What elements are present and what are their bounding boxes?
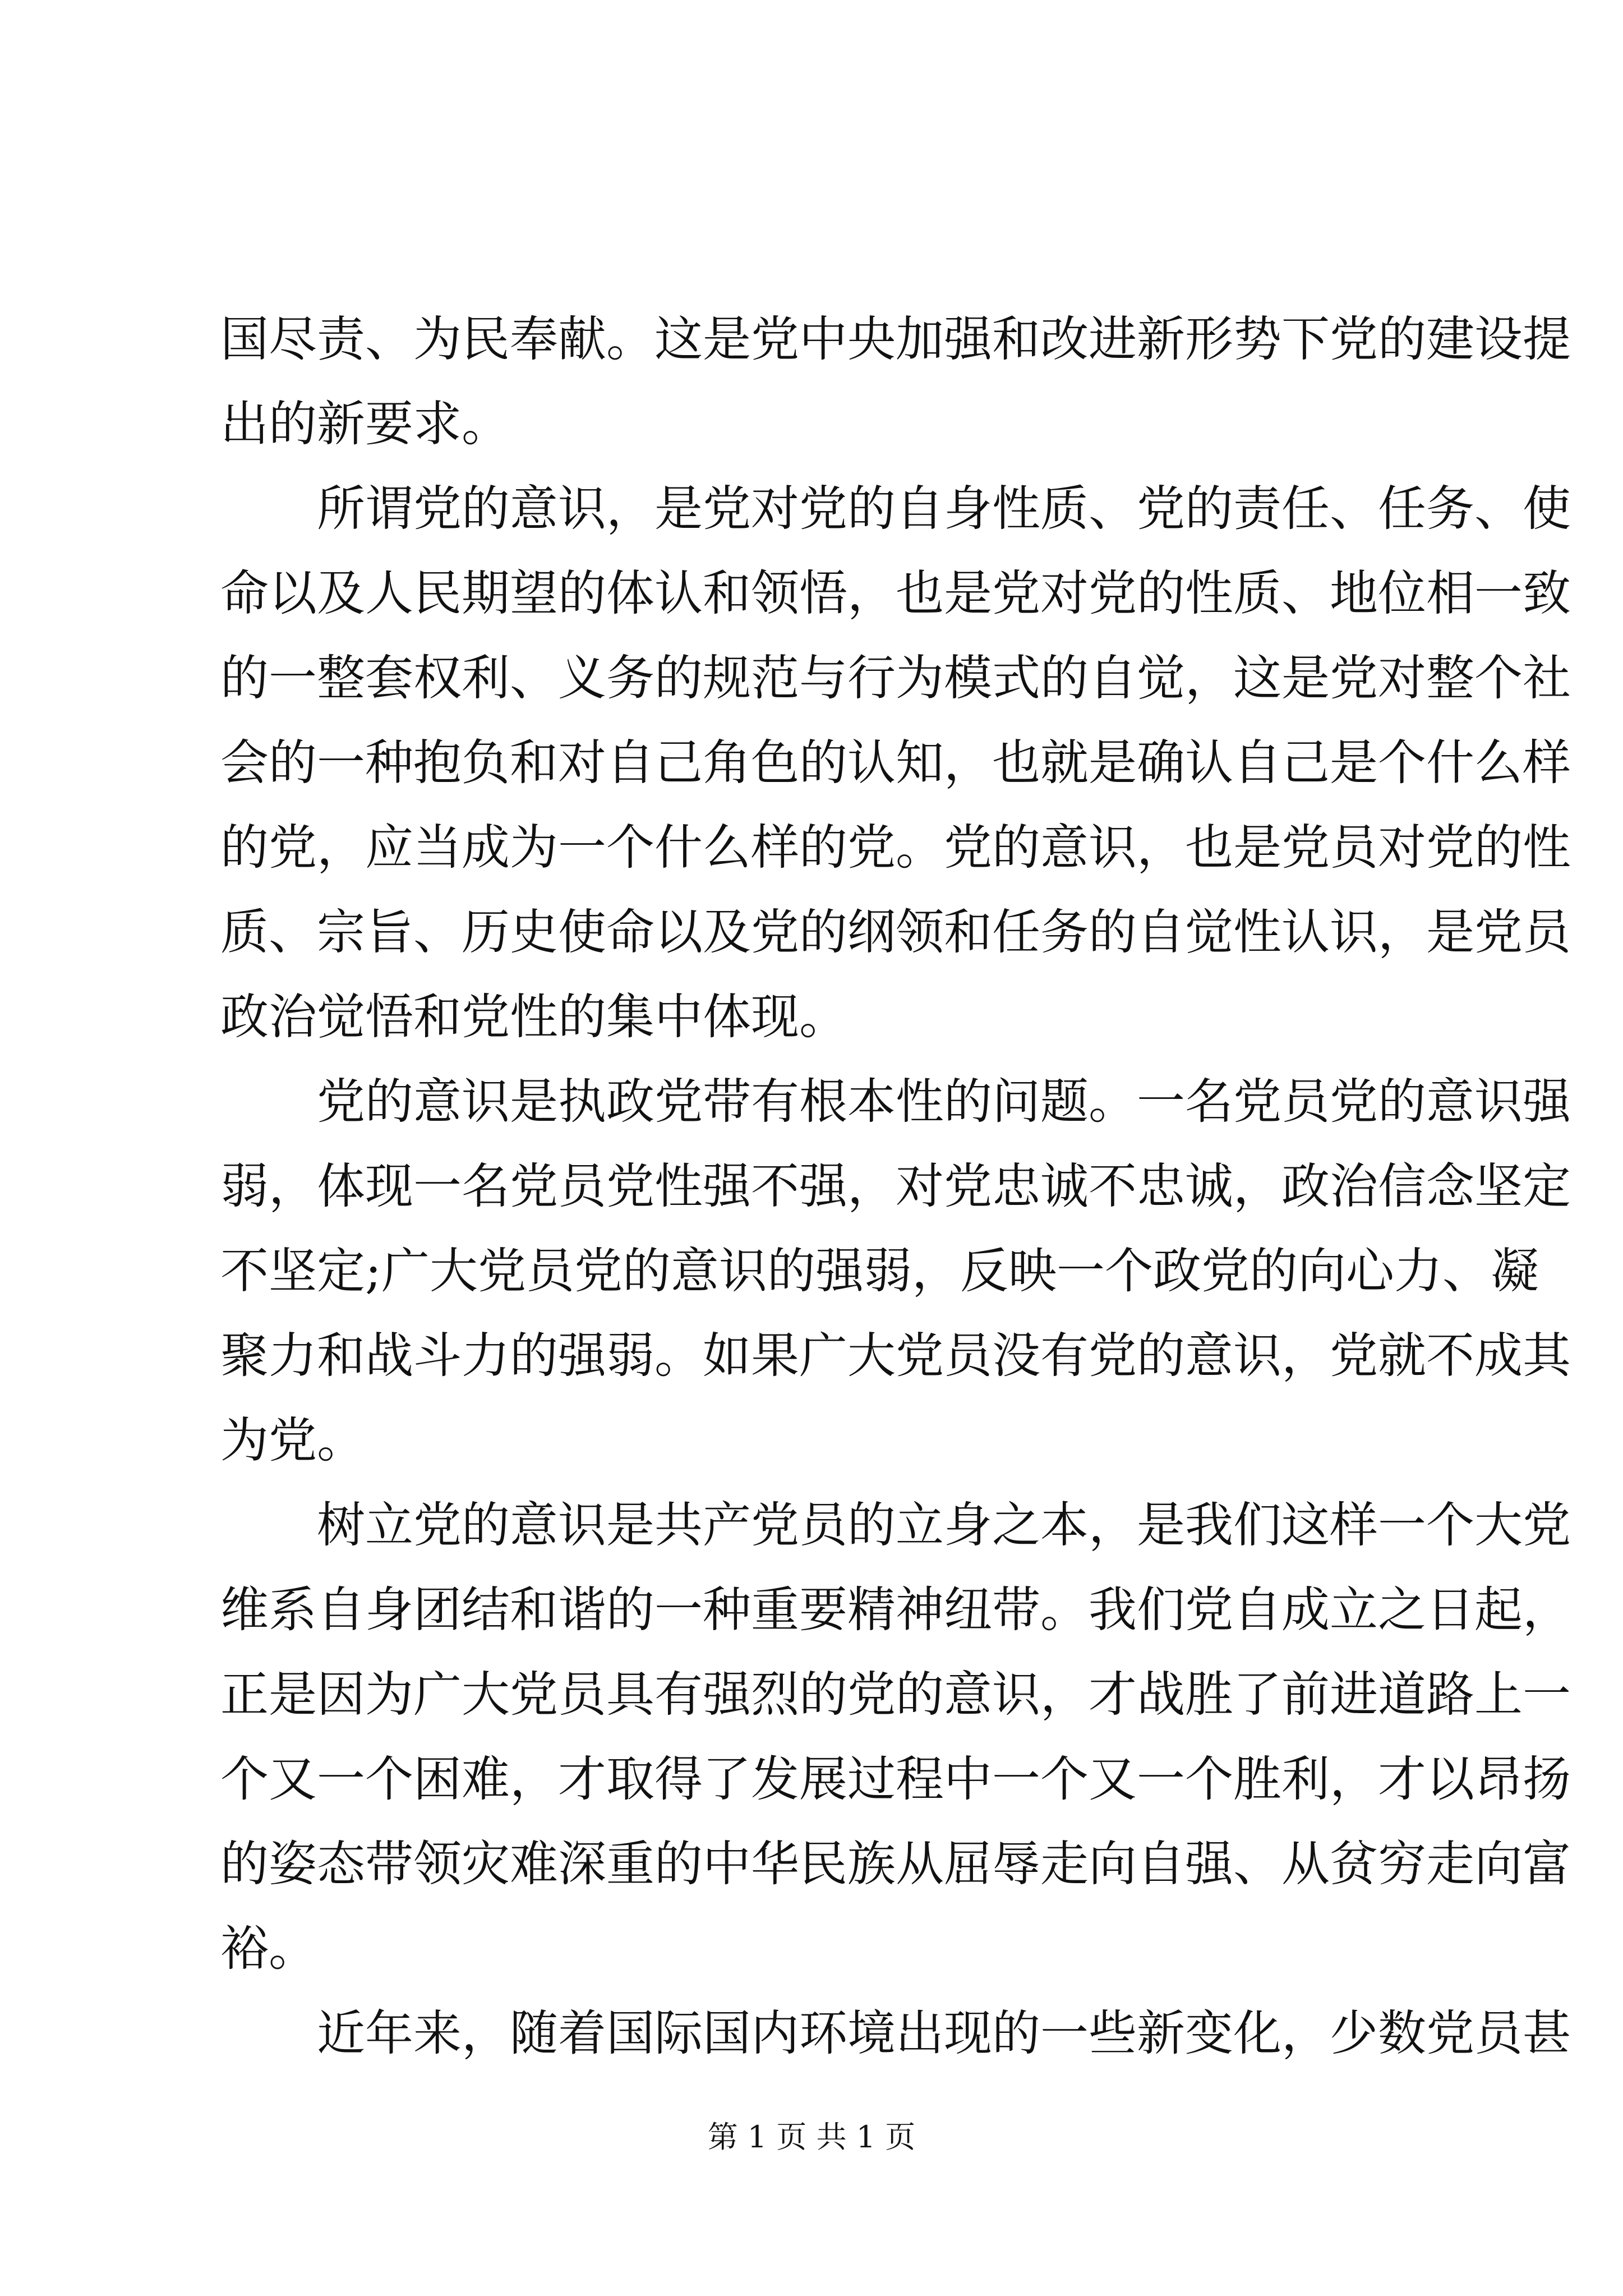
text-line: 政治觉悟和党性的集中体现。	[220, 989, 847, 1045]
text-line: 裕。	[220, 1921, 317, 1977]
text-line: 为党。	[220, 1412, 365, 1469]
text-line: 个又一个困难，才取得了发展过程中一个又一个胜利，才以昂扬	[220, 1751, 1571, 1807]
text-line: 的一整套权利、义务的规范与行为模式的自觉，这是党对整个社	[220, 650, 1571, 706]
text-line: 命以及人民期望的体认和领悟，也是党对党的性质、地位相一致	[220, 565, 1571, 622]
text-line: 党的意识是执政党带有根本性的问题。一名党员党的意识强	[317, 1074, 1571, 1130]
text-line: 维系自身团结和谐的一种重要精神纽带。我们党自成立之日起，	[220, 1582, 1571, 1638]
text-line: 近年来，随着国际国内环境出现的一些新变化，少数党员甚	[317, 2005, 1571, 2062]
text-line: 树立党的意识是共产党员的立身之本，是我们这样一个大党	[317, 1497, 1571, 1553]
text-line: 正是因为广大党员具有强烈的党的意识，才战胜了前进道路上一	[220, 1667, 1571, 1723]
text-line: 国尽责、为民奉献。这是党中央加强和改进新形势下党的建设提	[220, 311, 1571, 367]
text-line: 聚力和战斗力的强弱。如果广大党员没有党的意识，党就不成其	[220, 1328, 1571, 1384]
text-line: 质、宗旨、历史使命以及党的纲领和任务的自觉性认识，是党员	[220, 904, 1571, 960]
text-line: 的党，应当成为一个什么样的党。党的意识，也是党员对党的性	[220, 820, 1571, 876]
text-line: 所谓党的意识，是党对党的自身性质、党的责任、任务、使	[317, 481, 1571, 537]
page-footer: 第 1 页 共 1 页	[707, 2119, 916, 2155]
text-line: 不坚定;广大党员党的意识的强弱，反映一个政党的向心力、凝	[220, 1243, 1539, 1299]
body-text	[220, 297, 1571, 2076]
text-line: 弱，体现一名党员党性强不强，对党忠诚不忠诚，政治信念坚定	[220, 1158, 1571, 1214]
text-line: 出的新要求。	[220, 396, 510, 452]
text-line: 的姿态带领灾难深重的中华民族从屈辱走向自强、从贫穷走向富	[220, 1836, 1571, 1892]
text-line: 会的一种抱负和对自己角色的认知，也就是确认自己是个什么样	[220, 735, 1571, 791]
